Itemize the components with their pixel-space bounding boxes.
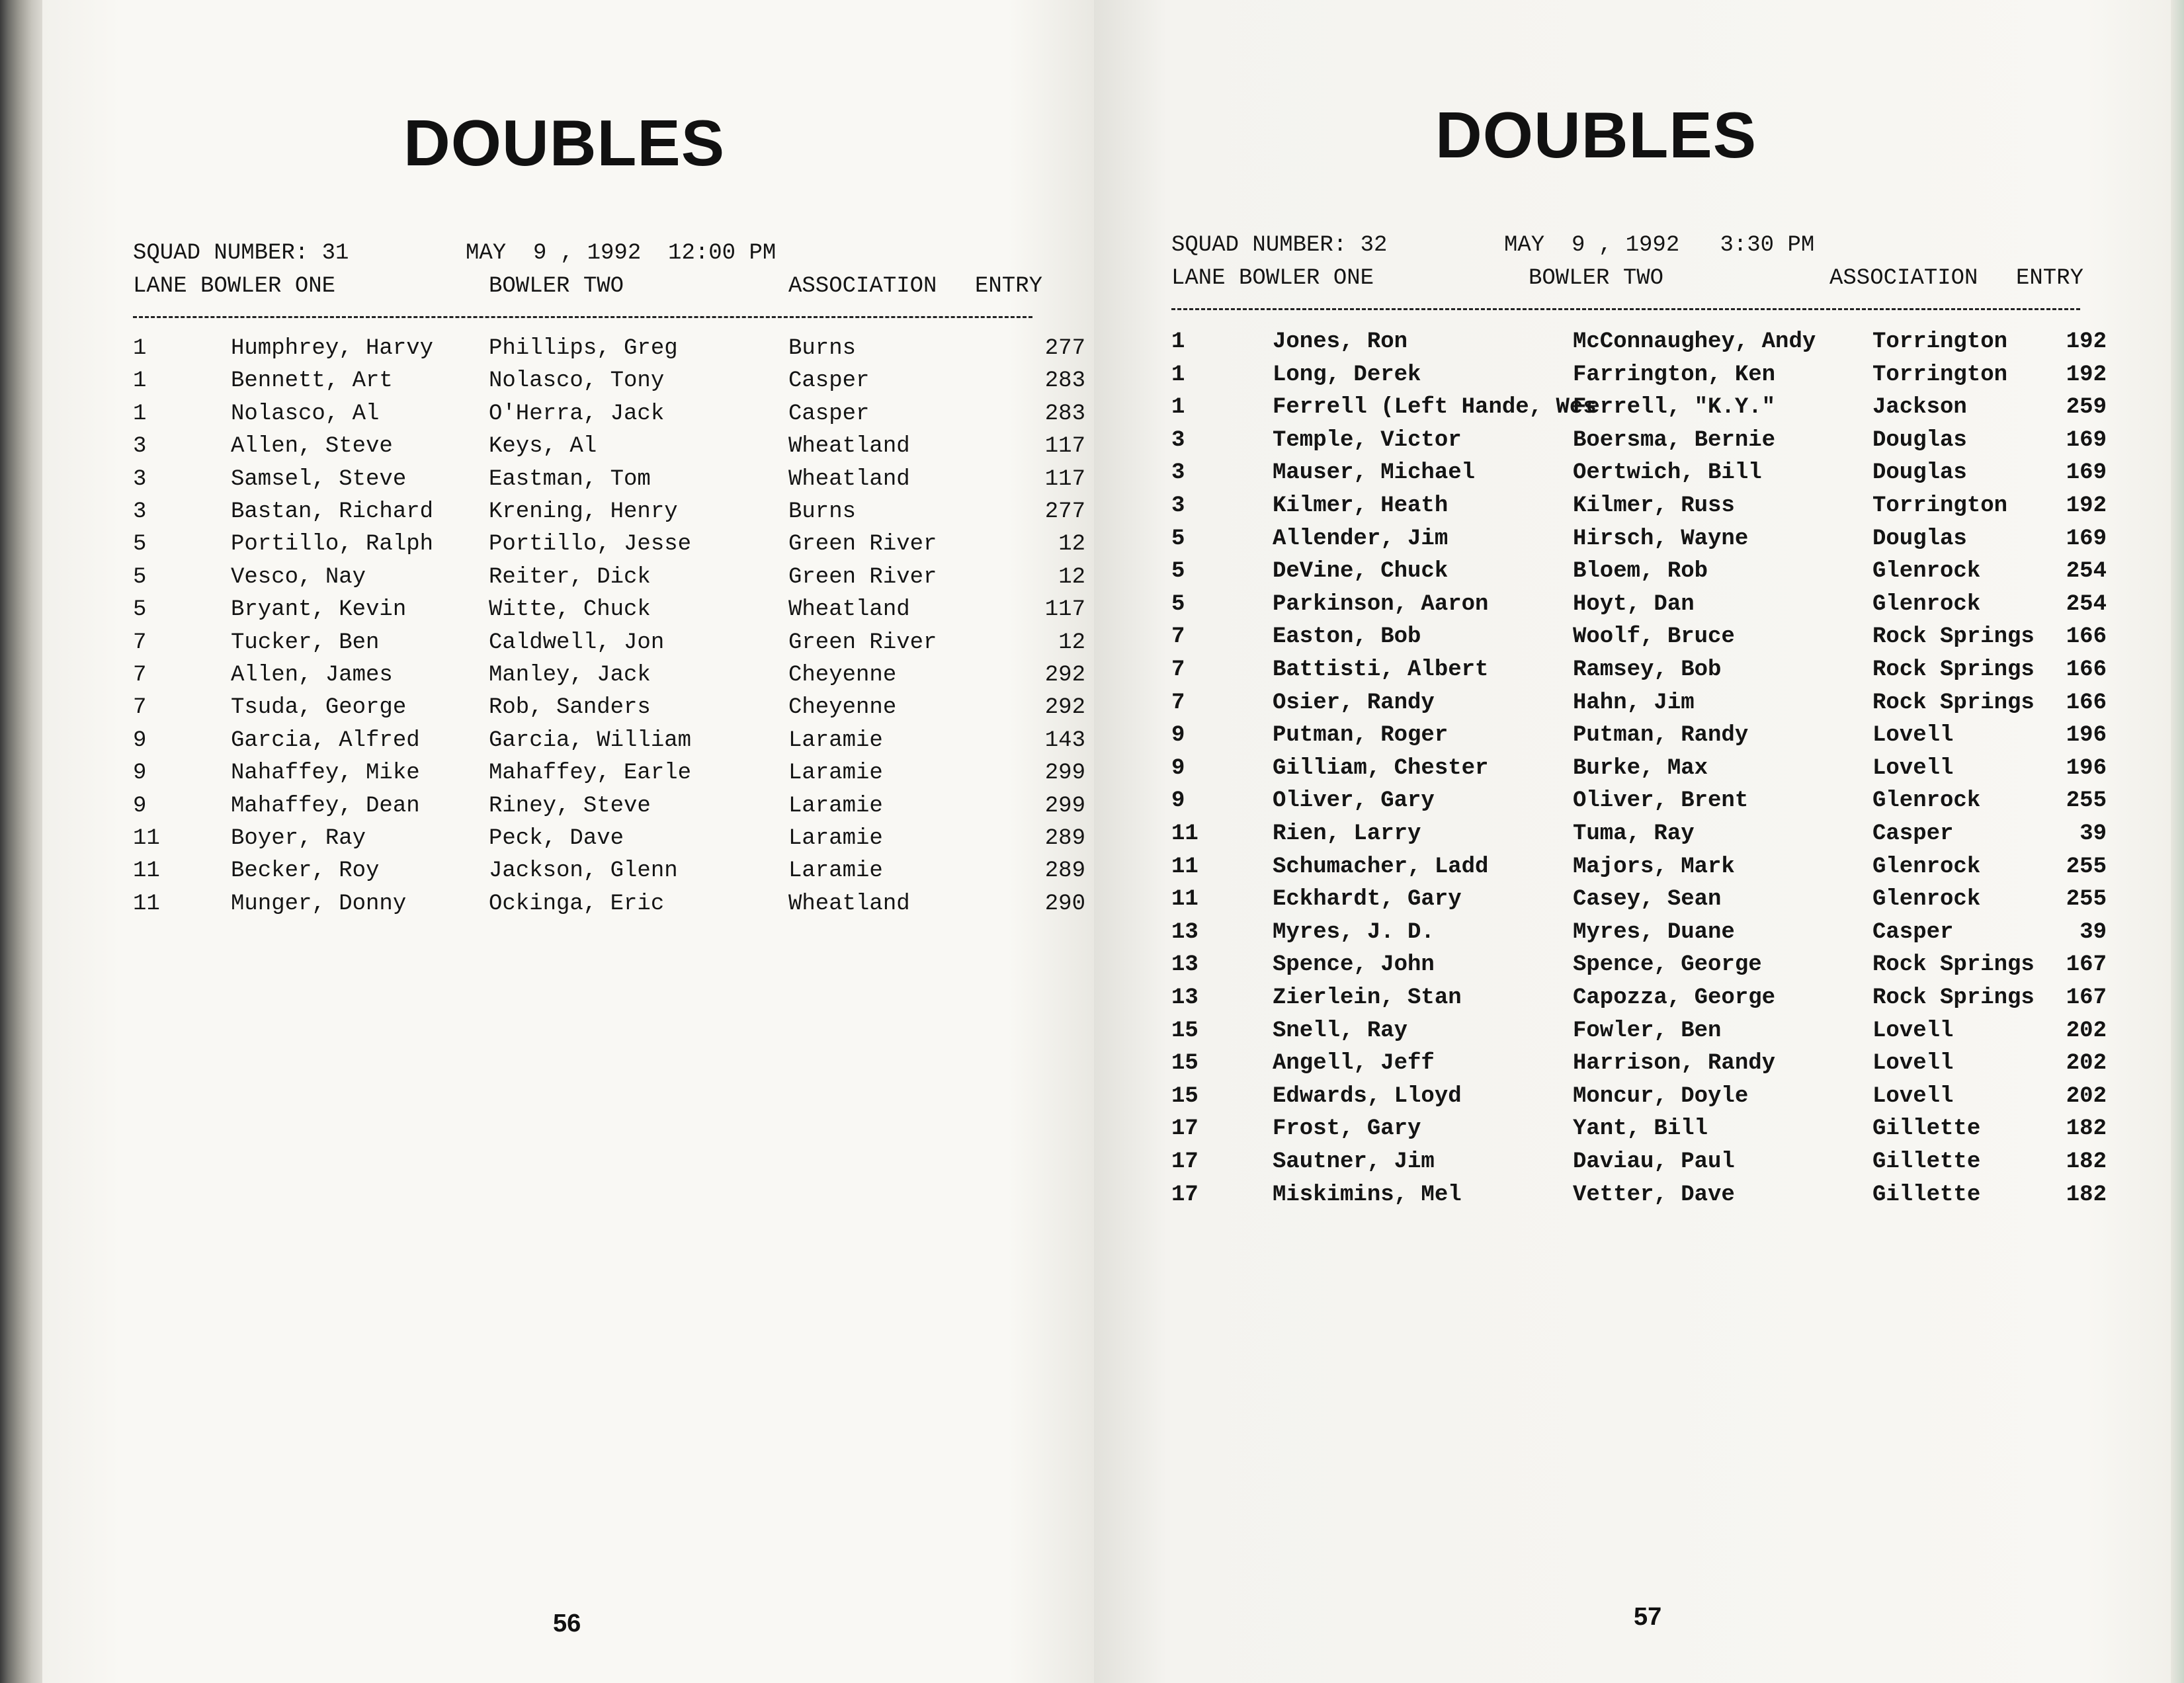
lane-cell: 1 [1171, 395, 1185, 421]
association-cell: Lovell [1872, 723, 1954, 749]
page-edge [2171, 0, 2184, 1683]
bowler-one-cell: Jones, Ron [1273, 329, 1408, 354]
entry-cell: 254 [2066, 591, 2107, 617]
bowler-one-cell: Oliver, Gary [1273, 788, 1435, 814]
association-cell: Torrington [1872, 362, 2008, 388]
bowler-two-cell: Jackson, Glenn [489, 858, 678, 884]
bowler-two-cell: Spence, George [1573, 952, 1762, 978]
bowler-two-cell: Phillips, Greg [489, 336, 678, 361]
association-cell: Cheyenne [788, 663, 897, 688]
entry-cell: 299 [1044, 760, 1085, 786]
association-cell: Green River [788, 532, 937, 557]
association-cell: Glenrock [1872, 854, 1981, 880]
bowler-two-cell: Ramsey, Bob [1573, 657, 1722, 682]
lane-cell: 7 [133, 630, 147, 655]
entry-cell: 255 [2066, 854, 2107, 880]
page-title: DOUBLES [1435, 99, 1757, 171]
bowler-one-cell: Tucker, Ben [231, 630, 380, 655]
entry-cell: 169 [2066, 526, 2107, 552]
table-row [133, 728, 1085, 755]
bowler-one-cell: Garcia, Alfred [231, 727, 420, 753]
association-cell: Laramie [788, 793, 883, 819]
entry-cell: 290 [1044, 891, 1085, 917]
lane-cell: 5 [1171, 559, 1185, 585]
entry-cell: 117 [1044, 466, 1085, 492]
bowler-two-cell: Manley, Jack [489, 663, 651, 688]
table-row [1171, 1018, 2124, 1045]
lane-cell: 15 [1171, 1051, 1198, 1077]
lane-cell: 17 [1171, 1116, 1198, 1142]
table-row [1171, 821, 2124, 848]
association-cell: Laramie [788, 858, 883, 884]
entry-cell: 117 [1044, 434, 1085, 460]
lane-cell: 11 [133, 891, 160, 917]
table-row [1171, 624, 2124, 651]
association-cell: Rock Springs [1872, 985, 2035, 1010]
table-row [133, 565, 1085, 591]
bowler-one-cell: Bennett, Art [231, 368, 393, 394]
table-row [133, 467, 1085, 493]
bowler-two-cell: Ockinga, Eric [489, 891, 665, 917]
bowler-one-cell: Kilmer, Heath [1273, 493, 1449, 518]
association-cell: Wheatland [788, 597, 910, 623]
bowler-one-cell: Mahaffey, Dean [231, 793, 420, 819]
bowler-two-cell: Hirsch, Wayne [1573, 526, 1749, 552]
lane-cell: 1 [133, 401, 147, 427]
entry-cell: 292 [1044, 695, 1085, 721]
bowler-two-cell: Caldwell, Jon [489, 630, 665, 655]
bowler-one-cell: Munger, Donny [231, 891, 407, 917]
lane-cell: 9 [133, 760, 147, 786]
table-row [1171, 657, 2124, 684]
table-row [1171, 428, 2124, 454]
bowler-one-cell: Edwards, Lloyd [1273, 1083, 1462, 1109]
entry-cell: 289 [1044, 826, 1085, 851]
table-row [1171, 756, 2124, 782]
association-cell: Lovell [1872, 1083, 1954, 1109]
association-cell: Glenrock [1872, 559, 1981, 585]
table-row [1171, 329, 2124, 356]
entry-cell: 202 [2066, 1018, 2107, 1044]
bowler-one-cell: Frost, Gary [1273, 1116, 1421, 1142]
entry-cell: 166 [2066, 657, 2107, 682]
bowler-one-cell: Miskimins, Mel [1273, 1182, 1462, 1208]
lane-cell: 3 [133, 499, 147, 524]
bowler-two-cell: Reiter, Dick [489, 564, 651, 590]
table-row [1171, 788, 2124, 815]
association-cell: Green River [788, 564, 937, 590]
association-cell: Green River [788, 630, 937, 655]
lane-cell: 1 [1171, 362, 1185, 388]
entry-cell: 182 [2066, 1182, 2107, 1208]
association-cell: Casper [1872, 919, 1954, 945]
bowler-two-cell: Moncur, Doyle [1573, 1083, 1749, 1109]
bowler-one-cell: Easton, Bob [1273, 624, 1421, 650]
lane-cell: 3 [133, 466, 147, 492]
entry-cell: 299 [1044, 793, 1085, 819]
header-rule [1171, 308, 2080, 310]
entry-cell: 289 [1044, 858, 1085, 884]
lane-cell: 3 [133, 434, 147, 460]
association-cell: Rock Springs [1872, 690, 2035, 716]
lane-cell: 3 [1171, 427, 1185, 453]
lane-cell: 11 [133, 826, 160, 851]
bowler-two-cell: Yant, Bill [1573, 1116, 1708, 1142]
bowler-two-cell: Harrison, Randy [1573, 1051, 1776, 1077]
squad-number: SQUAD NUMBER: 31 [133, 241, 349, 266]
col-bowler-two: BOWLER TWO [489, 274, 624, 299]
bowler-two-cell: Boersma, Bernie [1573, 427, 1776, 453]
lane-cell: 15 [1171, 1083, 1198, 1109]
lane-cell: 11 [1171, 887, 1198, 913]
association-cell: Laramie [788, 760, 883, 786]
bowler-one-cell: Bastan, Richard [231, 499, 434, 524]
entry-cell: 39 [2079, 919, 2107, 945]
lane-cell: 5 [1171, 526, 1185, 552]
entry-cell: 192 [2066, 329, 2107, 354]
association-cell: Laramie [788, 826, 883, 851]
table-row [133, 695, 1085, 721]
association-cell: Wheatland [788, 891, 910, 917]
bowler-two-cell: Keys, Al [489, 434, 597, 460]
bowler-one-cell: Tsuda, George [231, 695, 407, 721]
lane-cell: 1 [133, 368, 147, 394]
association-cell: Douglas [1872, 427, 1967, 453]
lane-cell: 1 [133, 336, 147, 361]
table-row [133, 434, 1085, 460]
bowler-one-cell: Nolasco, Al [231, 401, 380, 427]
association-cell: Casper [788, 368, 870, 394]
entry-cell: 259 [2066, 395, 2107, 421]
bowler-one-cell: Gilliam, Chester [1273, 755, 1489, 781]
bowler-two-cell: Hoyt, Dan [1573, 591, 1695, 617]
association-cell: Laramie [788, 727, 883, 753]
table-row [133, 760, 1085, 787]
lane-cell: 11 [1171, 854, 1198, 880]
bowler-two-cell: Nolasco, Tony [489, 368, 665, 394]
bowler-two-cell: Krening, Henry [489, 499, 678, 524]
bowler-two-cell: Hahn, Jim [1573, 690, 1695, 716]
squad-date: MAY 9 , 1992 3:30 PM [1504, 233, 1815, 258]
table-row [1171, 920, 2124, 946]
bowler-one-cell: Sautner, Jim [1273, 1149, 1435, 1174]
entry-cell: 277 [1044, 499, 1085, 524]
lane-cell: 5 [133, 532, 147, 557]
table-row [1171, 854, 2124, 881]
table-row [1171, 985, 2124, 1012]
entry-cell: 277 [1044, 336, 1085, 361]
entry-cell: 166 [2066, 690, 2107, 716]
bowler-one-cell: Rien, Larry [1273, 821, 1421, 846]
bowler-one-cell: Temple, Victor [1273, 427, 1462, 453]
bowler-two-cell: Bloem, Rob [1573, 559, 1708, 585]
entry-cell: 167 [2066, 985, 2107, 1010]
lane-cell: 9 [1171, 755, 1185, 781]
entry-cell: 12 [1058, 564, 1085, 590]
page-number: 56 [553, 1610, 581, 1637]
entry-cell: 292 [1044, 663, 1085, 688]
lane-cell: 5 [133, 564, 147, 590]
bowler-one-cell: Allen, James [231, 663, 393, 688]
bowler-one-cell: Mauser, Michael [1273, 460, 1476, 486]
lane-cell: 11 [133, 858, 160, 884]
association-cell: Rock Springs [1872, 624, 2035, 650]
bowler-one-cell: Zierlein, Stan [1273, 985, 1462, 1010]
table-row [133, 597, 1085, 624]
bowler-two-cell: Oertwich, Bill [1573, 460, 1762, 486]
table-row [1171, 460, 2124, 487]
col-association: ASSOCIATION [1829, 266, 1978, 291]
table-row [1171, 1116, 2124, 1143]
bowler-one-cell: DeVine, Chuck [1273, 559, 1449, 585]
association-cell: Lovell [1872, 1051, 1954, 1077]
lane-cell: 9 [133, 727, 147, 753]
table-row [1171, 723, 2124, 749]
lane-cell: 13 [1171, 919, 1198, 945]
lane-cell: 17 [1171, 1182, 1198, 1208]
bowler-two-cell: Ferrell, "K.Y." [1573, 395, 1776, 421]
table-row [1171, 559, 2124, 585]
lane-cell: 7 [1171, 624, 1185, 650]
entry-cell: 192 [2066, 493, 2107, 518]
table-row [133, 336, 1085, 362]
table-row [133, 499, 1085, 526]
bowler-one-cell: Myres, J. D. [1273, 919, 1435, 945]
bowler-one-cell: Portillo, Ralph [231, 532, 434, 557]
entry-cell: 169 [2066, 460, 2107, 486]
lane-cell: 9 [1171, 788, 1185, 814]
table-row [1171, 592, 2124, 618]
table-row [1171, 887, 2124, 913]
bowler-one-cell: Snell, Ray [1273, 1018, 1408, 1044]
lane-cell: 13 [1171, 985, 1198, 1010]
col-entry: ENTRY [975, 274, 1043, 299]
bowler-two-cell: Garcia, William [489, 727, 692, 753]
bowler-one-cell: Becker, Roy [231, 858, 380, 884]
entry-cell: 12 [1058, 532, 1085, 557]
association-cell: Glenrock [1872, 887, 1981, 913]
bowler-two-cell: Fowler, Ben [1573, 1018, 1722, 1044]
lane-cell: 9 [133, 793, 147, 819]
squad-date: MAY 9 , 1992 12:00 PM [466, 241, 777, 266]
bowler-two-cell: O'Herra, Jack [489, 401, 665, 427]
bowler-two-cell: Farrington, Ken [1573, 362, 1776, 388]
lane-cell: 7 [133, 663, 147, 688]
association-cell: Douglas [1872, 526, 1967, 552]
col-bowler-two: BOWLER TWO [1529, 266, 1664, 291]
bowler-two-cell: Vetter, Dave [1573, 1182, 1735, 1208]
lane-cell: 7 [1171, 657, 1185, 682]
page-number: 57 [1634, 1603, 1662, 1631]
table-row [1171, 395, 2124, 421]
lane-cell: 11 [1171, 821, 1198, 846]
table-row [133, 891, 1085, 918]
bowler-one-cell: Schumacher, Ladd [1273, 854, 1489, 880]
association-cell: Gillette [1872, 1149, 1981, 1174]
table-row [133, 368, 1085, 395]
bowler-two-cell: Capozza, George [1573, 985, 1776, 1010]
bowler-one-cell: Humphrey, Harvy [231, 336, 434, 361]
table-row [133, 630, 1085, 657]
association-cell: Casper [1872, 821, 1954, 846]
entry-cell: 39 [2079, 821, 2107, 846]
entry-cell: 182 [2066, 1116, 2107, 1142]
bowler-two-cell: Tuma, Ray [1573, 821, 1695, 846]
association-cell: Torrington [1872, 493, 2008, 518]
association-cell: Gillette [1872, 1182, 1981, 1208]
bowler-two-cell: Majors, Mark [1573, 854, 1735, 880]
association-cell: Rock Springs [1872, 952, 2035, 978]
bowler-two-cell: Riney, Steve [489, 793, 651, 819]
bowler-one-cell: Angell, Jeff [1273, 1051, 1435, 1077]
bowler-one-cell: Long, Derek [1273, 362, 1421, 388]
table-row [1171, 362, 2124, 389]
bowler-one-cell: Osier, Randy [1273, 690, 1435, 716]
header-rule [133, 316, 1032, 318]
bowler-one-cell: Samsel, Steve [231, 466, 407, 492]
bowler-two-cell: Kilmer, Russ [1573, 493, 1735, 518]
association-cell: Glenrock [1872, 591, 1981, 617]
table-row [1171, 690, 2124, 717]
association-cell: Burns [788, 336, 857, 361]
lane-cell: 1 [1171, 329, 1185, 354]
bowler-one-cell: Ferrell (Left Hande, Wes [1273, 395, 1597, 421]
col-lane-bowler-one: LANE BOWLER ONE [1171, 266, 1374, 291]
lane-cell: 3 [1171, 493, 1185, 518]
table-row [1171, 1084, 2124, 1110]
entry-cell: 196 [2066, 723, 2107, 749]
col-lane-bowler-one: LANE BOWLER ONE [133, 274, 336, 299]
page-56 [42, 0, 1094, 1683]
entry-cell: 192 [2066, 362, 2107, 388]
bowler-one-cell: Parkinson, Aaron [1273, 591, 1489, 617]
table-row [1171, 493, 2124, 520]
bowler-one-cell: Nahaffey, Mike [231, 760, 420, 786]
association-cell: Wheatland [788, 434, 910, 460]
association-cell: Jackson [1872, 395, 1967, 421]
entry-cell: 12 [1058, 630, 1085, 655]
lane-cell: 17 [1171, 1149, 1198, 1174]
entry-cell: 196 [2066, 755, 2107, 781]
bowler-two-cell: Daviau, Paul [1573, 1149, 1735, 1174]
bowler-two-cell: Witte, Chuck [489, 597, 651, 623]
lane-cell: 7 [1171, 690, 1185, 716]
association-cell: Wheatland [788, 466, 910, 492]
entry-cell: 143 [1044, 727, 1085, 753]
table-row [133, 858, 1085, 885]
bowler-one-cell: Vesco, Nay [231, 564, 366, 590]
association-cell: Cheyenne [788, 695, 897, 721]
bowler-two-cell: McConnaughey, Andy [1573, 329, 1816, 354]
lane-cell: 5 [1171, 591, 1185, 617]
bowler-two-cell: Rob, Sanders [489, 695, 651, 721]
lane-cell: 15 [1171, 1018, 1198, 1044]
page-57 [1094, 0, 2171, 1683]
bowler-two-cell: Casey, Sean [1573, 887, 1722, 913]
bowler-two-cell: Peck, Dave [489, 826, 624, 851]
bowler-one-cell: Putman, Roger [1273, 723, 1449, 749]
bowler-one-cell: Battisti, Albert [1273, 657, 1489, 682]
association-cell: Lovell [1872, 755, 1954, 781]
table-row [1171, 1149, 2124, 1176]
book-spine [0, 0, 42, 1683]
bowler-one-cell: Bryant, Kevin [231, 597, 407, 623]
association-cell: Burns [788, 499, 857, 524]
table-row [1171, 1182, 2124, 1209]
bowler-two-cell: Mahaffey, Earle [489, 760, 692, 786]
entry-cell: 167 [2066, 952, 2107, 978]
entry-cell: 283 [1044, 368, 1085, 394]
lane-cell: 5 [133, 597, 147, 623]
table-row [1171, 1051, 2124, 1077]
page-title: DOUBLES [403, 106, 726, 179]
entry-cell: 117 [1044, 597, 1085, 623]
col-association: ASSOCIATION [788, 274, 937, 299]
bowler-two-cell: Oliver, Brent [1573, 788, 1749, 814]
bowler-one-cell: Boyer, Ray [231, 826, 366, 851]
table-row [133, 663, 1085, 689]
entry-cell: 254 [2066, 559, 2107, 585]
association-cell: Lovell [1872, 1018, 1954, 1044]
association-cell: Glenrock [1872, 788, 1981, 814]
squad-number: SQUAD NUMBER: 32 [1171, 233, 1388, 258]
entry-cell: 255 [2066, 788, 2107, 814]
association-cell: Rock Springs [1872, 657, 2035, 682]
entry-cell: 169 [2066, 427, 2107, 453]
bowler-two-cell: Portillo, Jesse [489, 532, 692, 557]
entry-cell: 255 [2066, 887, 2107, 913]
entry-cell: 182 [2066, 1149, 2107, 1174]
table-row [133, 826, 1085, 852]
association-cell: Douglas [1872, 460, 1967, 486]
bowler-two-cell: Burke, Max [1573, 755, 1708, 781]
bowler-one-cell: Allen, Steve [231, 434, 393, 460]
entry-cell: 202 [2066, 1083, 2107, 1109]
association-cell: Gillette [1872, 1116, 1981, 1142]
entry-cell: 202 [2066, 1051, 2107, 1077]
bowler-two-cell: Putman, Randy [1573, 723, 1749, 749]
bowler-two-cell: Myres, Duane [1573, 919, 1735, 945]
col-entry: ENTRY [2016, 266, 2084, 291]
lane-cell: 13 [1171, 952, 1198, 978]
bowler-two-cell: Eastman, Tom [489, 466, 651, 492]
table-row [1171, 526, 2124, 553]
association-cell: Torrington [1872, 329, 2008, 354]
lane-cell: 7 [133, 695, 147, 721]
lane-cell: 3 [1171, 460, 1185, 486]
bowler-two-cell: Woolf, Bruce [1573, 624, 1735, 650]
entry-cell: 283 [1044, 401, 1085, 427]
entry-cell: 166 [2066, 624, 2107, 650]
table-row [1171, 952, 2124, 979]
lane-cell: 9 [1171, 723, 1185, 749]
bowler-one-cell: Spence, John [1273, 952, 1435, 978]
bowler-one-cell: Allender, Jim [1273, 526, 1449, 552]
table-row [133, 532, 1085, 558]
bowler-one-cell: Eckhardt, Gary [1273, 887, 1462, 913]
association-cell: Casper [788, 401, 870, 427]
table-row [133, 401, 1085, 428]
table-row [133, 794, 1085, 820]
